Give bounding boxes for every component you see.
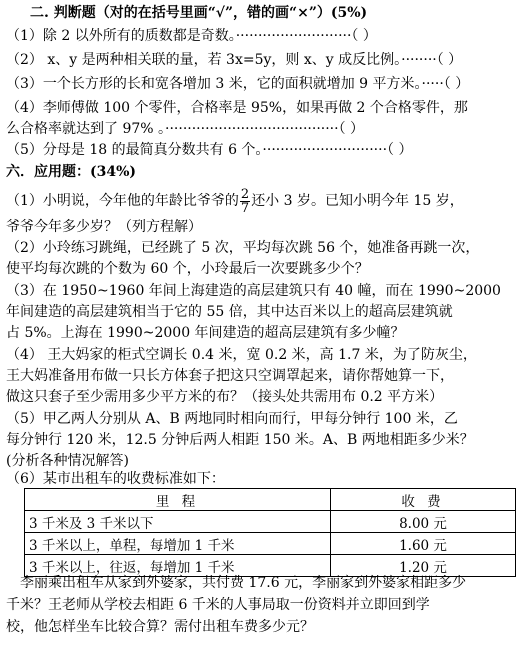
question-1-text-after: 还小 3 岁。已知小明今年 15 岁， — [251, 193, 464, 209]
question-5-line-3: (分析各种情况解答) — [6, 453, 129, 469]
judge-item-1: （1）除 2 以外所有的质数都是奇数。··························（ ） — [6, 28, 377, 44]
question-1-text-before: （1）小明说，今年他的年龄比爷爷的 — [6, 193, 239, 209]
taxi-fare-table — [24, 488, 516, 577]
distance-cell: 3 千米以上，单程，每增加 1 千米 — [25, 533, 331, 555]
judge-item-5: （5）分母是 18 的最简真分数共有 6 个。····························（ ） — [6, 142, 413, 158]
question-1 — [6, 186, 464, 216]
fee-cell: 1.60 元 — [331, 533, 516, 555]
question-6-line-4: 校，他怎样坐车比较合算？需付出租车费多少元？ — [6, 619, 314, 635]
question-5-line-1: （5）甲乙两人分别从 A、B 两地同时相向而行，甲每分钟行 100 米，乙 — [6, 411, 458, 427]
section6-heading: 六．应用题：(34%) — [6, 164, 137, 180]
table-row — [25, 511, 516, 533]
question-2-line-2: 使平均每次跳的个数为 60 个，小玲最后一次要跳多少个？ — [6, 261, 369, 277]
question-6-line-2: 李丽乘出租车从家到外婆家，共付费 17.6 元，李丽家到外婆家相距多少 — [20, 575, 467, 591]
header-fee: 收 费 — [331, 489, 516, 511]
question-3-line-3: 占 5%。上海在 1990~2000 年间建造的超高层建筑有多少幢？ — [6, 325, 405, 341]
question-6-line-3: 千米？王老师从学校去相距 6 千米的人事局取一份资料并立即回到学 — [6, 597, 430, 613]
question-1-line-2: 爷爷今年多少岁？（列方程解） — [6, 219, 202, 235]
header-distance: 里 程 — [25, 489, 331, 511]
section2-heading: 二. 判断题（对的在括号里画“√”，错的画“×”）(5%) — [30, 5, 368, 21]
distance-cell: 3 千米以上，往返，每增加 1 千米 — [25, 555, 331, 577]
question-4-line-2: 王大妈准备用布做一只长方体套子把这只空调罩起来，请你帮她算一下， — [6, 368, 454, 384]
question-3-line-1: （3）在 1950~1960 年间上海建造的高层建筑只有 40 幢，而在 1990~2000 — [6, 283, 501, 299]
table-row — [25, 533, 516, 555]
judge-item-4: （4）李师傅做 100 个零件，合格率是 95%，如果再做 2 个合格零件，那 — [6, 100, 468, 116]
question-4-line-3: 做这只套子至少需用多少平方米的布？（接头处共需用布 0.2 平方米） — [6, 389, 444, 405]
question-5-line-2: 每分钟行 120 米，12.5 分钟后两人相距 150 米。A、B 两地相距多少米？ — [6, 432, 474, 448]
question-6-line-1: （6）某市出租车的收费标准如下： — [6, 471, 225, 487]
question-2-line-1: （2）小玲练习跳绳，已经跳了 5 次，平均每次跳 56 个，她准备再跳一次， — [6, 240, 480, 256]
fee-cell: 8.00 元 — [331, 511, 516, 533]
fraction-numerator: 2 — [240, 186, 250, 202]
judge-item-3: （3）一个长方形的长和宽各增加 3 米，它的面积就增加 9 平方米。·····（ ） — [6, 76, 470, 92]
question-4-line-1: （4） 王大妈家的柜式空调长 0.4 米，宽 0.2 米，高 1.7 米，为了防灰尘， — [6, 347, 477, 363]
fee-cell: 1.20 元 — [331, 555, 516, 577]
fraction-two-sevenths — [240, 188, 250, 215]
judge-item-4-cont: 么合格率就达到了 97% 。·······································（ ） — [6, 121, 365, 137]
question-3-line-2: 年间建造的高层建筑相当于它的 55 倍，其中达百米以上的超高层建筑就 — [6, 304, 453, 320]
judge-item-2: （2） x、y 是两种相关联的量，若 3x=5y，则 x、y 成反比例。········（ ） — [6, 52, 463, 68]
distance-cell: 3 千米及 3 千米以下 — [25, 511, 331, 533]
fraction-denominator: 7 — [240, 200, 250, 216]
table-header-row — [25, 489, 516, 511]
